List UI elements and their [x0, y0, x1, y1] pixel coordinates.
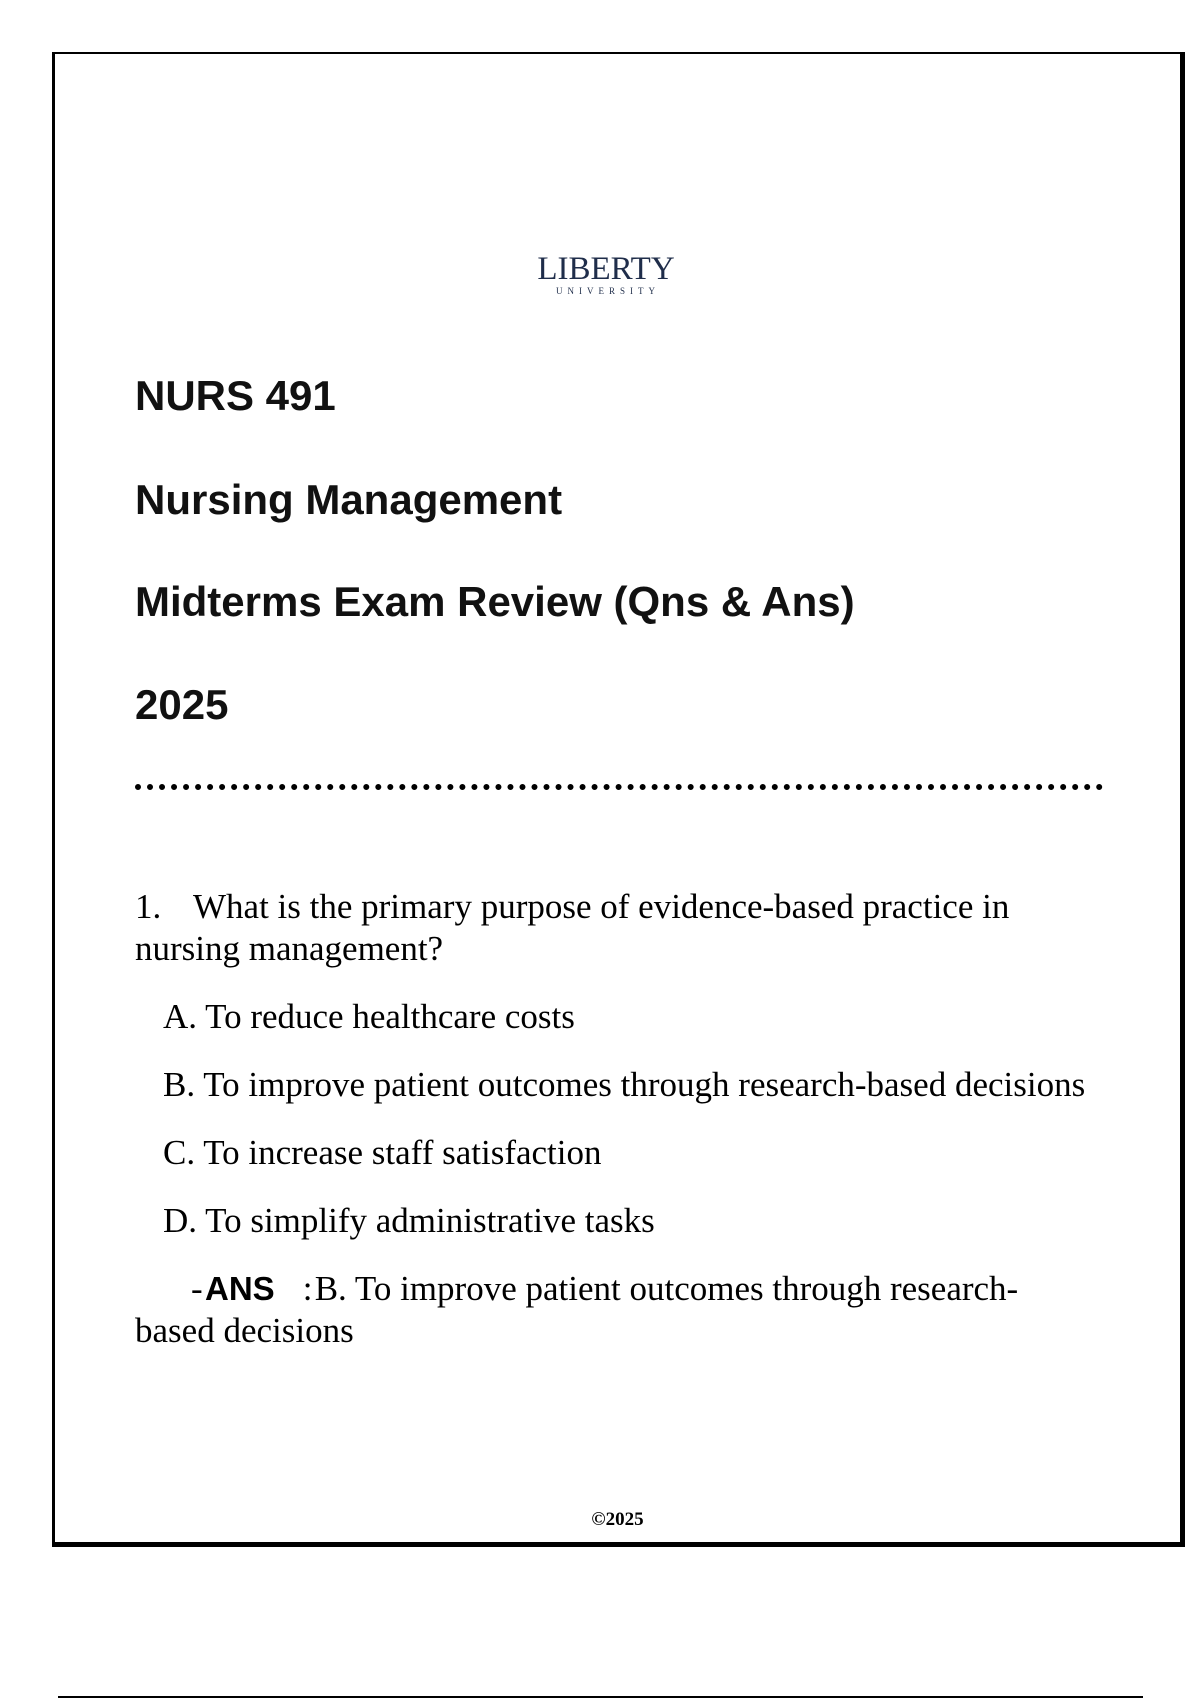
answer-label: ANS [205, 1270, 275, 1307]
answer-dash: - [191, 1269, 203, 1308]
option-c: C. To increase staff satisfaction [163, 1133, 602, 1172]
question-stem [135, 886, 1095, 970]
logo-subtitle: UNIVERSITY [556, 286, 660, 296]
logo-wordmark: LIBERTY [537, 251, 675, 287]
option-a: A. To reduce healthcare costs [163, 997, 575, 1036]
liberty-university-logo [536, 253, 676, 317]
option-d: D. To simplify administrative tasks [163, 1201, 655, 1240]
exam-title: Midterms Exam Review (Qns & Ans) [135, 578, 855, 625]
dotted-divider [135, 784, 1103, 790]
course-name: Nursing Management [135, 476, 563, 523]
exam-year: 2025 [135, 681, 229, 728]
course-code: NURS 491 [135, 372, 336, 419]
bottom-divider [58, 1696, 1143, 1698]
answer-text: B. To improve patient outcomes through research-based decisions [135, 1269, 1019, 1350]
answer-line [135, 1268, 1095, 1352]
question-block [135, 886, 1095, 1352]
question-number: 1. [135, 887, 162, 926]
copyright-footer: ©2025 [591, 1509, 644, 1530]
question-text: What is the primary purpose of evidence-based practice in nursing management? [135, 887, 1010, 968]
answer-colon: : [302, 1269, 313, 1308]
option-b: B. To improve patient outcomes through research-based decisions [163, 1065, 1086, 1104]
